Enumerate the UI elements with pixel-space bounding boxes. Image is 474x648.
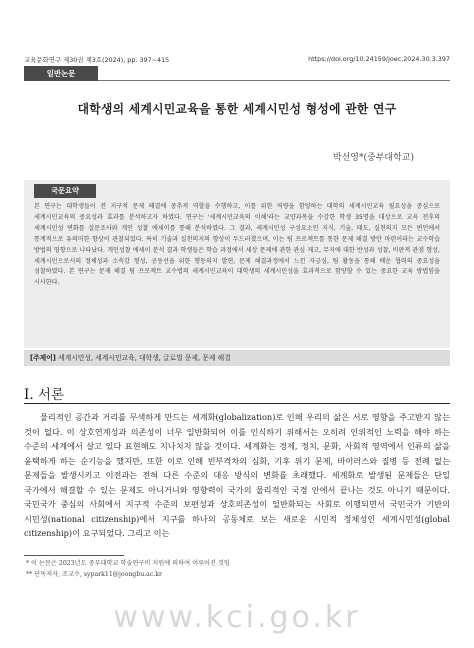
body-paragraph: 물리적인 공간과 거리를 무색하게 만드는 세계화(globalization)로 인해 우리의 삶은 서로 영향을 주고받지 않는 것이 없다. 이 상호연계성과 의존성이 너무 일반화되어 이를 인식하기 위해서는 오히려 인위적인 노력을 해야 하는 수준의 세계에서 살고 있다 표현해도 지나치지 않을 것이다. 세계화는 경제, 정치, 문화, 사회적 영역에서 인류의 삶을 윤택하게 하는 순기능을 했지만, 또한 이로 인해 빈부격차의 심화, 기후 위기 문제, 바이러스와 질병 등 전례 없는 문제들을 발생시키고 이전과는 전혀 다른 수준의 대응 방식의 변화를 초래했다. 세계화로 발생된 문제들은 단일 국가에서 해결할 수 있는 문제도 아니거니와 영향력이 국가의 물리적인 국경 안에서 끝나는 것도 아니기 때문이다. 국민국가 중심의 사회에서 지구적 수준의 보편성과 상호의존성이 일반화되는 사회로 이행되면서 국민국가 기반의 시민성(national citizenship)에서 지구를 하나의 공동체로 보는 새로운 시민적 정체성인 세계시민성(global citizenship)이 요구되었다. 그리고 이는 bbox=[24, 412, 450, 538]
footnote-author: ** 단독저자, 조교수, sypark11@joongbu.ac.kr bbox=[26, 571, 163, 578]
abstract-text: 본 연구는 대학생들이 전 지구적 문제 해결에 중추적 역할을 수행하고, 이를 위한 역량을 함양하는 대학의 세계시민교육 필요성을 중심으로 세계시민교육의 중요성과 효과를 분석하고자 하였다. 연구는 '세계시민교육의 이해'라는 교양과목을 수강한 학생 35명을 대상으로 교육 전후의 세계시민성 변화를 설문조사와 개인 성찰 에세이를 통해 분석하였다. 그 결과, 세계시민성 구성요소인 지식, 기술, 태도, 실천의지 모든 변인에서 통계적으로 유의미한 향상이 관찰되었다. 특히 기술과 실천의지의 향상이 두드러졌으며, 이는 팀 프로젝트를 통한 문제 해결 방안 마련이라는 교수학습 방법의 영향으로 나타났다. 개인성찰 에세이 분석 결과 학생들은 학습 과정에서 세상 문제에 관한 관심 제고, 무지에 대한 반성과 성찰, 비판적 관점 형성, 세계시민으로서의 정체성과 소속감 형성, 공동선을 위한 행동의지 발현, 문제 해결과정에서 느낀 자긍심, 팀 활동을 통해 배운 협력의 중요성을 성찰하였다. 본 연구는 문제 해결 팀 프로젝트 교수법의 세계시민교육이 대학생의 세계시민성을 효과적으로 함양할 수 있는 중요한 교육 방법임을 시사한다. bbox=[34, 203, 440, 287]
category-tag: 일반논문 bbox=[24, 66, 98, 81]
journal-citation: 교육문화연구 제30권 제3호(2024), pp. 397~415 bbox=[24, 56, 170, 64]
doi-link[interactable]: https://doi.org/10.24159/joec.2024.30.3.397 bbox=[308, 55, 450, 63]
section-rule bbox=[24, 403, 450, 404]
keywords-text: 세계시민성, 세계시민교육, 대학생, 글로벌 문제, 문제 해결 bbox=[58, 354, 231, 362]
abstract-box bbox=[24, 180, 450, 348]
keywords-box bbox=[24, 350, 450, 366]
footnotes bbox=[26, 558, 450, 580]
footnote-funding: * 이 논문은 2023년도 중부대학교 학술연구비 지원에 의하여 이루어진 것임 bbox=[26, 560, 230, 567]
watermark: www.kci.go.kr bbox=[113, 600, 361, 635]
category-rule bbox=[98, 80, 450, 81]
author-affiliation: 박선영*(중부대학교) bbox=[332, 153, 414, 163]
paper-title: 대학생의 세계시민교육을 통한 세계시민성 형성에 관한 연구 bbox=[77, 102, 397, 116]
footnote-rule bbox=[24, 555, 124, 556]
keywords-label: [주제어] bbox=[30, 354, 56, 362]
abstract-heading: 국문요약 bbox=[34, 184, 96, 198]
section-heading: Ⅰ. 서론 bbox=[24, 387, 64, 403]
journal-info-line bbox=[24, 55, 450, 64]
